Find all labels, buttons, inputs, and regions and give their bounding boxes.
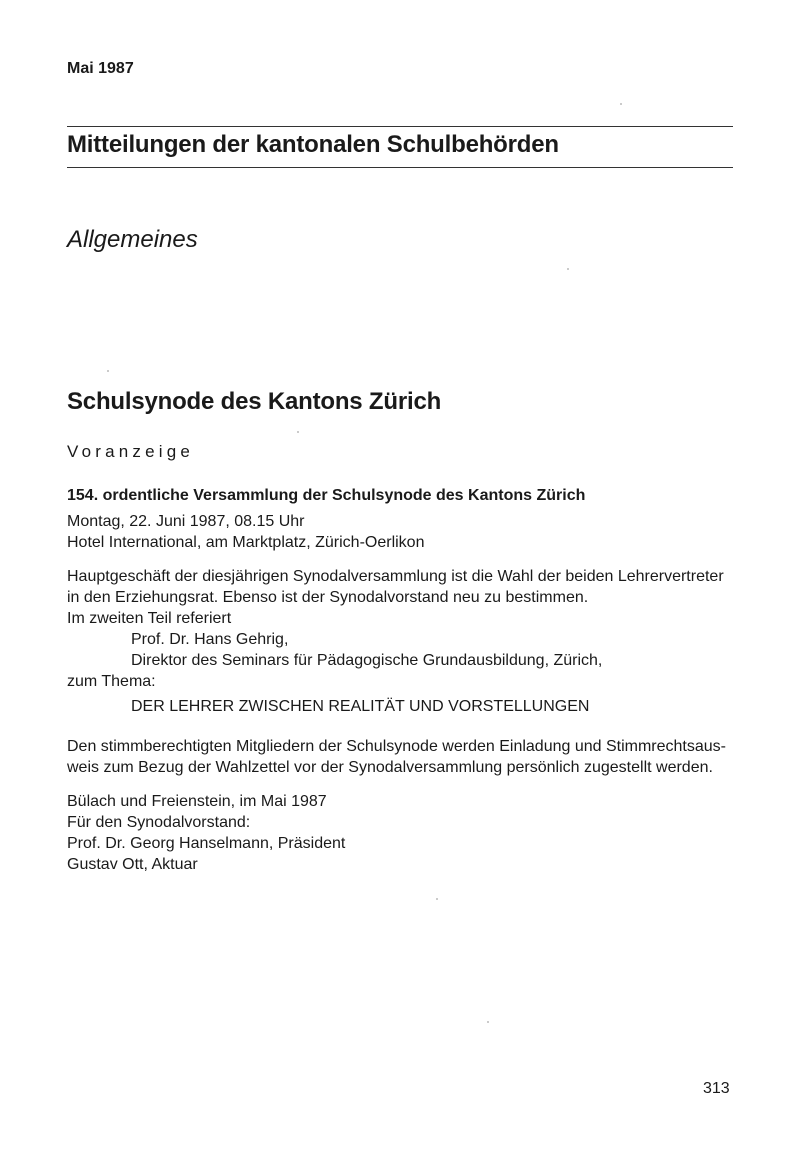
meeting-place: Hotel International, am Marktplatz, Zürich-Oerlikon — [67, 534, 425, 551]
scan-speck — [297, 431, 299, 433]
topic: DER LEHRER ZWISCHEN REALITÄT UND VORSTELLUNGEN — [131, 698, 590, 715]
scan-speck — [107, 370, 109, 372]
speaker-role: Direktor des Seminars für Pädagogische Grundausbildung, Zürich, — [131, 652, 603, 669]
scan-speck — [436, 898, 438, 900]
article-title: Schulsynode des Kantons Zürich — [67, 388, 442, 415]
section-title: Mitteilungen der kantonalen Schulbehörden — [67, 131, 559, 158]
top-rule — [67, 126, 733, 127]
category-heading: Allgemeines — [67, 226, 198, 253]
paragraph-line: Den stimmberechtigten Mitgliedern der Schulsynode werden Einladung und Stimmrechtsaus- — [67, 738, 726, 755]
paragraph-line: Im zweiten Teil referiert — [67, 610, 232, 627]
issue-date: Mai 1987 — [67, 60, 134, 77]
page-number: 313 — [703, 1080, 730, 1097]
bottom-rule — [67, 167, 733, 168]
signature-president: Prof. Dr. Georg Hanselmann, Präsident — [67, 835, 346, 852]
speaker-name: Prof. Dr. Hans Gehrig, — [131, 631, 289, 648]
signature-secretary: Gustav Ott, Aktuar — [67, 856, 198, 873]
topic-label: zum Thema: — [67, 673, 156, 690]
scan-speck — [620, 103, 622, 105]
article-subtitle: Voranzeige — [67, 442, 195, 461]
paragraph-line: weis zum Bezug der Wahlzettel vor der Synodalversammlung persönlich zugestellt werden. — [67, 759, 713, 776]
meeting-date: Montag, 22. Juni 1987, 08.15 Uhr — [67, 513, 305, 530]
meeting-title: 154. ordentliche Versammlung der Schulsynode des Kantons Zürich — [67, 487, 586, 504]
paragraph-line: in den Erziehungsrat. Ebenso ist der Synodalvorstand neu zu bestimmen. — [67, 589, 589, 606]
signature-for-board: Für den Synodalvorstand: — [67, 814, 251, 831]
scan-speck — [567, 268, 569, 270]
scan-speck — [487, 1021, 489, 1023]
signature-place-date: Bülach und Freienstein, im Mai 1987 — [67, 793, 327, 810]
paragraph-line: Hauptgeschäft der diesjährigen Synodalversammlung ist die Wahl der beiden Lehrervertreter — [67, 568, 724, 585]
